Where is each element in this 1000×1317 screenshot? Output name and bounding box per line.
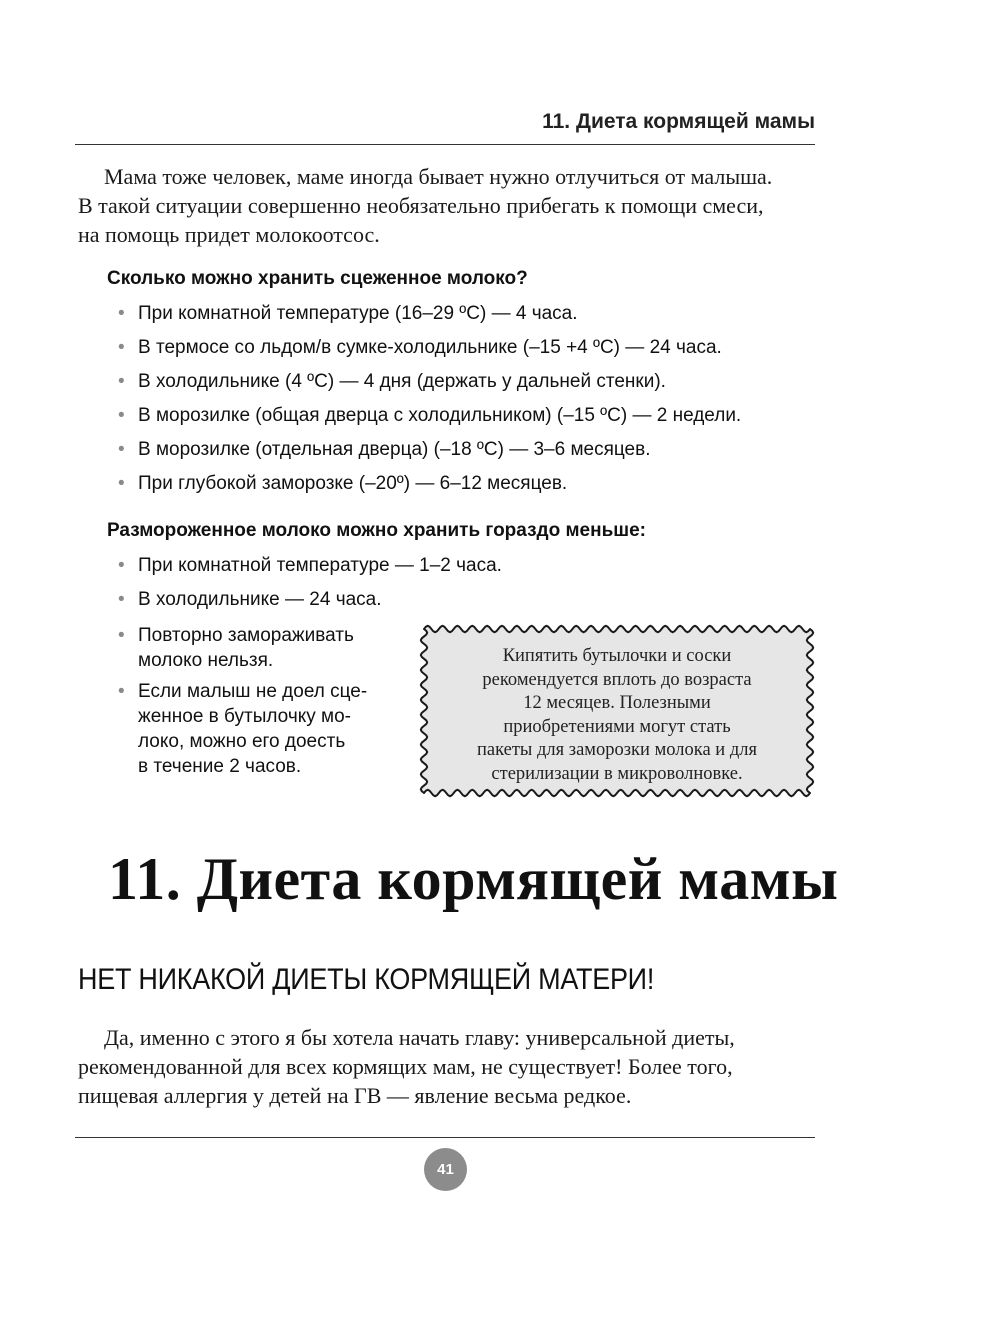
list-item-text: В холодильнике — 24 часа.: [138, 589, 382, 610]
callout-line: приобретениями могут стать: [503, 716, 731, 737]
list-item: [118, 623, 398, 673]
thawed-list: [118, 549, 502, 617]
list-item-line: локо, можно его доесть: [138, 731, 346, 752]
callout-text: [418, 645, 816, 786]
chapter-line: Да, именно с этого я бы хотела начать главу: универсальной диеты,: [104, 1025, 735, 1050]
chapter-subheading: НЕТ НИКАКОЙ ДИЕТЫ КОРМЯЩЕЙ МАТЕРИ!: [78, 963, 655, 996]
chapter-line: пищевая аллергия у детей на ГВ — явление весьма редкое.: [78, 1083, 632, 1108]
list-item: [118, 297, 741, 331]
footer-divider: [75, 1137, 815, 1138]
running-header: 11. Диета кормящей мамы: [542, 110, 815, 133]
bullet-icon: •: [118, 681, 125, 702]
list-item: [118, 399, 741, 433]
thawed-list-narrow: [118, 623, 398, 785]
list-item-text: В холодильнике (4 ºС) — 4 дня (держать у дальней стенки).: [138, 371, 666, 392]
thawed-heading: Размороженное молоко можно хранить гораздо меньше:: [107, 520, 646, 541]
list-item-text: В морозилке (отдельная дверца) (–18 ºС) — 3–6 месяцев.: [138, 439, 651, 460]
callout-line: рекомендуется вплоть до возраста: [482, 669, 752, 690]
callout-line: пакеты для заморозки молока и для: [477, 740, 757, 760]
chapter-title: 11. Диета кормящей мамы: [108, 846, 839, 912]
list-item-text: В термосе со льдом/в сумке-холодильнике (–15 +4 ºС) — 24 часа.: [138, 337, 722, 358]
intro-line: Мама тоже человек, маме иногда бывает нужно отлучиться от малыша.: [104, 164, 773, 189]
bullet-icon: •: [118, 589, 125, 610]
storage-heading: Сколько можно хранить сцеженное молоко?: [107, 268, 528, 289]
callout-line: 12 месяцев. Полезными: [523, 693, 711, 713]
bullet-icon: •: [118, 405, 125, 426]
list-item-line: молоко нельзя.: [138, 650, 274, 671]
bullet-icon: •: [118, 555, 125, 576]
intro-line: В такой ситуации совершенно необязательно прибегать к помощи смеси,: [78, 193, 764, 218]
list-item-line: Если малыш не доел сце-: [138, 681, 368, 702]
callout-box: [418, 623, 816, 799]
list-item-line: Повторно замораживать: [138, 625, 354, 646]
bullet-icon: •: [118, 371, 125, 392]
bullet-icon: •: [118, 337, 125, 358]
chapter-line: рекомендованной для всех кормящих мам, не существует! Более того,: [78, 1054, 733, 1079]
list-item: [118, 679, 398, 779]
intro-paragraph: [78, 162, 816, 249]
list-item-line: женное в бутылочку мо-: [138, 706, 351, 727]
list-item: [118, 331, 741, 365]
intro-line: на помощь придет молокоотсос.: [78, 222, 380, 247]
bullet-icon: •: [118, 625, 125, 646]
storage-list: [118, 297, 741, 501]
chapter-paragraph: [78, 1023, 816, 1110]
list-item: [118, 583, 502, 617]
callout-line: Кипятить бутылочки и соски: [502, 646, 732, 666]
bullet-icon: •: [118, 473, 125, 494]
callout-line: стерилизации в микроволновке.: [491, 763, 743, 784]
list-item-text: При комнатной температуре (16–29 ºС) — 4 часа.: [138, 303, 578, 324]
list-item-line: в течение 2 часов.: [138, 756, 302, 777]
list-item: [118, 467, 741, 501]
page-number-badge: 41: [424, 1148, 467, 1191]
list-item-text: В морозилке (общая дверца с холодильником) (–15 ºС) — 2 недели.: [138, 405, 742, 426]
list-item: [118, 549, 502, 583]
list-item-text: При комнатной температуре — 1–2 часа.: [138, 555, 502, 576]
bullet-icon: •: [118, 303, 125, 324]
list-item: [118, 365, 741, 399]
list-item-text: При глубокой заморозке (–20º) — 6–12 месяцев.: [138, 473, 568, 494]
list-item: [118, 433, 741, 467]
bullet-icon: •: [118, 439, 125, 460]
header-divider: [75, 144, 815, 145]
